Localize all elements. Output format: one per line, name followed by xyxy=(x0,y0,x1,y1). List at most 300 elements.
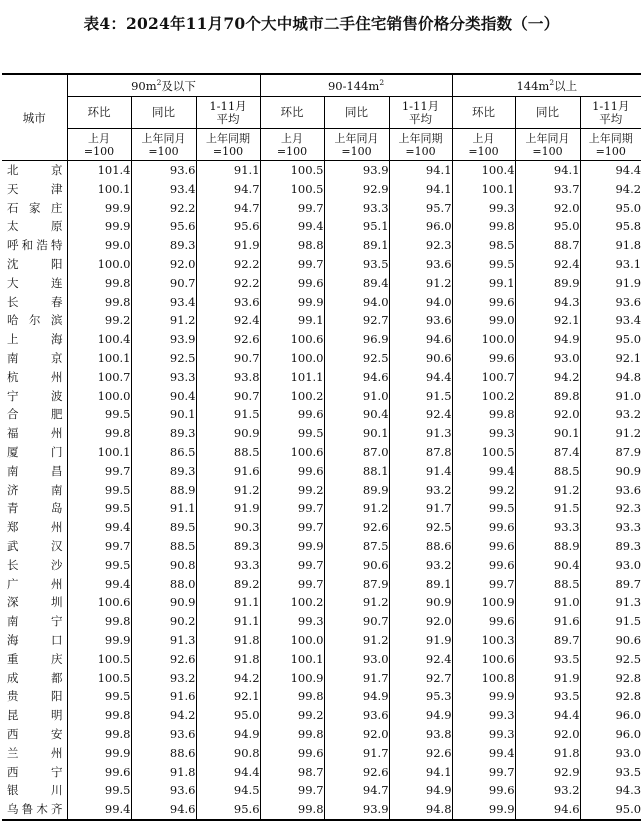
table-row xyxy=(2,424,641,443)
index-value: 99.7 xyxy=(260,781,324,800)
table-row xyxy=(2,236,641,255)
city-name: 银川 xyxy=(7,783,63,798)
index-value: 88.5 xyxy=(196,443,260,462)
index-value: 99.3 xyxy=(452,706,515,725)
city-name: 太原 xyxy=(7,219,63,234)
city-name: 济南 xyxy=(7,482,63,497)
index-value: 99.8 xyxy=(260,800,324,820)
index-value: 100.1 xyxy=(67,180,131,199)
index-value: 93.6 xyxy=(580,293,641,312)
city-name: 乌鲁木齐 xyxy=(2,800,67,820)
index-value: 93.2 xyxy=(515,781,580,800)
index-value: 90.7 xyxy=(324,612,389,631)
city-name: 西安 xyxy=(7,726,63,741)
index-value: 100.7 xyxy=(452,368,515,387)
index-value: 89.1 xyxy=(389,575,452,594)
index-value: 91.8 xyxy=(196,631,260,650)
table-row xyxy=(2,556,641,575)
index-value: 99.5 xyxy=(67,687,131,706)
table-row xyxy=(2,274,641,293)
index-value: 92.0 xyxy=(515,199,580,218)
index-value: 88.6 xyxy=(389,537,452,556)
index-value: 100.1 xyxy=(67,349,131,368)
index-value: 101.1 xyxy=(260,368,324,387)
index-value: 89.3 xyxy=(196,537,260,556)
index-value: 92.6 xyxy=(131,650,196,669)
table-row xyxy=(2,180,641,199)
index-value: 93.6 xyxy=(324,706,389,725)
index-value: 92.4 xyxy=(515,255,580,274)
index-value: 92.5 xyxy=(324,349,389,368)
index-value: 99.0 xyxy=(452,311,515,330)
city-name: 重庆 xyxy=(7,651,63,666)
index-value: 95.0 xyxy=(515,217,580,236)
index-value: 93.5 xyxy=(324,255,389,274)
index-value: 99.4 xyxy=(260,217,324,236)
index-value: 92.7 xyxy=(389,669,452,688)
table-row xyxy=(2,255,641,274)
index-value: 99.2 xyxy=(452,481,515,500)
index-value: 94.8 xyxy=(389,800,452,820)
index-value: 99.6 xyxy=(452,781,515,800)
city-name: 呼和浩特 xyxy=(7,238,63,253)
index-value: 94.7 xyxy=(196,199,260,218)
header-row-metrics xyxy=(2,97,641,129)
index-value: 88.0 xyxy=(131,575,196,594)
index-value: 91.9 xyxy=(196,499,260,518)
index-value: 92.6 xyxy=(389,744,452,763)
index-value: 92.2 xyxy=(196,255,260,274)
index-value: 92.8 xyxy=(580,687,641,706)
base-header-avg: 上年同期 =100 xyxy=(389,129,452,161)
index-value: 94.9 xyxy=(196,725,260,744)
table-row xyxy=(2,330,641,349)
index-value: 100.4 xyxy=(67,330,131,349)
index-value: 92.9 xyxy=(515,763,580,782)
index-value: 92.1 xyxy=(515,311,580,330)
index-value: 99.7 xyxy=(260,499,324,518)
index-value: 91.7 xyxy=(324,744,389,763)
index-value: 98.5 xyxy=(452,236,515,255)
index-value: 99.8 xyxy=(67,274,131,293)
index-value: 94.0 xyxy=(389,293,452,312)
city-name: 长春 xyxy=(7,294,63,309)
table-row xyxy=(2,763,641,782)
index-value: 90.9 xyxy=(389,593,452,612)
index-value: 90.4 xyxy=(515,556,580,575)
metric-header-mom: 环比 xyxy=(260,97,324,129)
metric-header-avg: 1-11月 平均 xyxy=(580,97,641,129)
index-value: 99.7 xyxy=(67,537,131,556)
index-value: 89.1 xyxy=(324,236,389,255)
index-value: 91.8 xyxy=(580,236,641,255)
index-value: 99.5 xyxy=(452,255,515,274)
index-value: 91.5 xyxy=(196,405,260,424)
city-name: 西宁 xyxy=(7,764,63,779)
index-value: 94.4 xyxy=(580,161,641,180)
index-value: 90.7 xyxy=(196,387,260,406)
index-value: 93.6 xyxy=(389,311,452,330)
index-value: 99.8 xyxy=(452,405,515,424)
index-value: 94.6 xyxy=(324,368,389,387)
index-value: 92.3 xyxy=(389,236,452,255)
index-value: 89.3 xyxy=(131,236,196,255)
city-name: 南京 xyxy=(7,350,63,365)
base-header-yoy: 上年同月 =100 xyxy=(324,129,389,161)
index-value: 90.9 xyxy=(131,593,196,612)
table-row xyxy=(2,669,641,688)
index-value: 89.3 xyxy=(131,424,196,443)
index-value: 93.5 xyxy=(580,763,641,782)
index-value: 99.5 xyxy=(67,499,131,518)
index-value: 94.2 xyxy=(131,706,196,725)
index-value: 94.6 xyxy=(389,330,452,349)
index-value: 100.2 xyxy=(260,387,324,406)
index-value: 99.7 xyxy=(260,199,324,218)
index-value: 94.9 xyxy=(389,706,452,725)
index-value: 99.9 xyxy=(452,687,515,706)
index-value: 95.8 xyxy=(580,217,641,236)
index-value: 91.5 xyxy=(580,612,641,631)
index-value: 93.0 xyxy=(580,556,641,575)
index-value: 89.3 xyxy=(580,537,641,556)
index-value: 99.8 xyxy=(67,612,131,631)
index-value: 94.4 xyxy=(515,706,580,725)
table-row xyxy=(2,349,641,368)
index-value: 99.8 xyxy=(67,706,131,725)
index-value: 99.9 xyxy=(260,293,324,312)
index-value: 87.0 xyxy=(324,443,389,462)
index-value: 99.2 xyxy=(67,311,131,330)
index-value: 87.8 xyxy=(389,443,452,462)
index-value: 91.6 xyxy=(131,687,196,706)
index-value: 92.6 xyxy=(324,763,389,782)
city-name: 成都 xyxy=(7,670,63,685)
index-value: 99.3 xyxy=(452,424,515,443)
index-value: 92.4 xyxy=(389,650,452,669)
index-value: 89.9 xyxy=(324,481,389,500)
index-value: 91.6 xyxy=(515,612,580,631)
index-value: 91.1 xyxy=(196,612,260,631)
index-value: 92.6 xyxy=(324,518,389,537)
index-value: 99.7 xyxy=(260,556,324,575)
index-value: 94.6 xyxy=(515,800,580,820)
metric-header-mom: 环比 xyxy=(452,97,515,129)
index-value: 93.5 xyxy=(515,687,580,706)
index-value: 91.2 xyxy=(196,481,260,500)
index-value: 94.3 xyxy=(580,781,641,800)
index-value: 99.6 xyxy=(67,763,131,782)
index-value: 91.3 xyxy=(580,593,641,612)
index-value: 93.2 xyxy=(580,405,641,424)
index-value: 99.4 xyxy=(67,518,131,537)
index-value: 100.7 xyxy=(67,368,131,387)
index-value: 100.5 xyxy=(67,650,131,669)
city-name: 上海 xyxy=(7,332,63,347)
index-value: 94.8 xyxy=(580,368,641,387)
index-value: 90.7 xyxy=(131,274,196,293)
index-value: 94.9 xyxy=(389,781,452,800)
index-value: 92.4 xyxy=(389,405,452,424)
table-row xyxy=(2,499,641,518)
index-value: 100.1 xyxy=(452,180,515,199)
index-value: 92.7 xyxy=(324,311,389,330)
index-value: 88.9 xyxy=(515,537,580,556)
index-value: 91.5 xyxy=(389,387,452,406)
index-value: 100.6 xyxy=(260,330,324,349)
table-row xyxy=(2,368,641,387)
index-value: 92.6 xyxy=(196,330,260,349)
index-value: 94.2 xyxy=(580,180,641,199)
index-value: 100.6 xyxy=(67,593,131,612)
index-value: 93.4 xyxy=(580,311,641,330)
table-row xyxy=(2,725,641,744)
index-value: 100.0 xyxy=(260,349,324,368)
table-row xyxy=(2,612,641,631)
index-value: 99.2 xyxy=(260,481,324,500)
table-row xyxy=(2,481,641,500)
index-value: 91.2 xyxy=(580,424,641,443)
index-value: 89.2 xyxy=(196,575,260,594)
index-value: 91.0 xyxy=(580,387,641,406)
index-value: 95.0 xyxy=(580,800,641,820)
index-value: 99.6 xyxy=(260,274,324,293)
index-value: 99.4 xyxy=(452,462,515,481)
index-value: 100.0 xyxy=(452,330,515,349)
index-value: 92.1 xyxy=(196,687,260,706)
index-value: 93.6 xyxy=(196,293,260,312)
index-value: 87.4 xyxy=(515,443,580,462)
index-value: 99.5 xyxy=(67,556,131,575)
index-value: 93.4 xyxy=(131,293,196,312)
index-value: 90.1 xyxy=(131,405,196,424)
index-value: 93.6 xyxy=(131,161,196,180)
table-row xyxy=(2,650,641,669)
index-value: 99.5 xyxy=(67,405,131,424)
index-value: 95.3 xyxy=(389,687,452,706)
index-value: 86.5 xyxy=(131,443,196,462)
city-name: 青岛 xyxy=(7,501,63,516)
index-value: 98.7 xyxy=(260,763,324,782)
index-value: 99.6 xyxy=(452,537,515,556)
index-value: 99.7 xyxy=(452,575,515,594)
index-value: 99.4 xyxy=(67,575,131,594)
index-value: 93.1 xyxy=(580,255,641,274)
base-header-avg: 上年同期 =100 xyxy=(196,129,260,161)
index-value: 93.4 xyxy=(131,180,196,199)
index-value: 91.1 xyxy=(131,499,196,518)
city-name: 福州 xyxy=(7,426,63,441)
index-value: 95.0 xyxy=(580,330,641,349)
index-value: 94.4 xyxy=(389,368,452,387)
index-value: 87.9 xyxy=(580,443,641,462)
index-value: 93.2 xyxy=(389,481,452,500)
index-value: 91.2 xyxy=(515,481,580,500)
index-value: 100.5 xyxy=(260,180,324,199)
table-row xyxy=(2,217,641,236)
index-value: 91.3 xyxy=(389,424,452,443)
index-value: 89.8 xyxy=(515,387,580,406)
index-value: 90.4 xyxy=(324,405,389,424)
group-header-small: $90m^2$及以下 xyxy=(67,74,260,97)
index-value: 90.6 xyxy=(389,349,452,368)
index-value: 91.6 xyxy=(196,462,260,481)
index-value: 99.8 xyxy=(67,725,131,744)
index-value: 92.5 xyxy=(389,518,452,537)
index-value: 91.9 xyxy=(196,236,260,255)
table-row xyxy=(2,387,641,406)
metric-header-avg: 1-11月 平均 xyxy=(389,97,452,129)
index-value: 92.0 xyxy=(515,405,580,424)
city-name: 沈阳 xyxy=(7,256,63,271)
index-value: 92.0 xyxy=(389,612,452,631)
index-value: 99.5 xyxy=(67,781,131,800)
city-name: 昆明 xyxy=(7,708,63,723)
price-index-table xyxy=(2,73,641,821)
index-value: 99.9 xyxy=(67,631,131,650)
index-value: 93.3 xyxy=(515,518,580,537)
index-value: 99.6 xyxy=(452,518,515,537)
index-value: 95.7 xyxy=(389,199,452,218)
table-row xyxy=(2,800,641,820)
index-value: 91.2 xyxy=(324,499,389,518)
city-column-header: 城市 xyxy=(2,74,67,161)
index-value: 90.9 xyxy=(580,462,641,481)
base-header-avg: 上年同期 =100 xyxy=(580,129,641,161)
city-name: 郑州 xyxy=(7,520,63,535)
index-value: 101.4 xyxy=(67,161,131,180)
index-value: 100.6 xyxy=(452,650,515,669)
city-name: 贵阳 xyxy=(7,689,63,704)
index-value: 91.8 xyxy=(131,763,196,782)
city-name: 兰州 xyxy=(7,745,63,760)
index-value: 93.6 xyxy=(389,255,452,274)
index-value: 92.9 xyxy=(324,180,389,199)
index-value: 95.1 xyxy=(324,217,389,236)
index-value: 90.8 xyxy=(196,744,260,763)
index-value: 99.7 xyxy=(260,575,324,594)
table-row xyxy=(2,161,641,180)
index-value: 99.3 xyxy=(452,725,515,744)
index-value: 100.3 xyxy=(452,631,515,650)
city-name: 北京 xyxy=(7,163,63,177)
table-row xyxy=(2,687,641,706)
index-value: 89.9 xyxy=(515,274,580,293)
index-value: 100.1 xyxy=(260,650,324,669)
index-value: 93.3 xyxy=(580,518,641,537)
index-value: 99.2 xyxy=(260,706,324,725)
index-value: 93.6 xyxy=(131,725,196,744)
metric-header-yoy: 同比 xyxy=(515,97,580,129)
index-value: 99.7 xyxy=(67,462,131,481)
index-value: 95.0 xyxy=(196,706,260,725)
index-value: 93.0 xyxy=(515,349,580,368)
index-value: 94.9 xyxy=(324,687,389,706)
index-value: 92.8 xyxy=(580,669,641,688)
index-value: 91.1 xyxy=(196,161,260,180)
index-value: 92.5 xyxy=(131,349,196,368)
table-row xyxy=(2,462,641,481)
index-value: 100.5 xyxy=(67,669,131,688)
index-value: 99.0 xyxy=(67,236,131,255)
city-name: 石家庄 xyxy=(7,200,63,215)
index-value: 93.9 xyxy=(324,800,389,820)
index-value: 90.6 xyxy=(580,631,641,650)
index-value: 99.8 xyxy=(260,687,324,706)
city-name: 宁波 xyxy=(7,388,63,403)
metric-header-avg: 1-11月 平均 xyxy=(196,97,260,129)
index-value: 93.8 xyxy=(196,368,260,387)
table-row xyxy=(2,199,641,218)
index-value: 94.7 xyxy=(324,781,389,800)
index-value: 93.0 xyxy=(324,650,389,669)
table-row xyxy=(2,405,641,424)
index-value: 93.3 xyxy=(324,199,389,218)
index-value: 87.9 xyxy=(324,575,389,594)
index-value: 99.9 xyxy=(67,744,131,763)
header-row-base xyxy=(2,129,641,161)
index-value: 93.3 xyxy=(131,368,196,387)
index-value: 94.1 xyxy=(515,161,580,180)
index-value: 99.6 xyxy=(452,556,515,575)
index-value: 99.3 xyxy=(452,199,515,218)
city-name: 南昌 xyxy=(7,463,63,478)
index-value: 92.0 xyxy=(324,725,389,744)
index-value: 99.9 xyxy=(452,800,515,820)
index-value: 100.2 xyxy=(452,387,515,406)
index-value: 91.8 xyxy=(515,744,580,763)
index-value: 100.5 xyxy=(260,161,324,180)
base-header-mom: 上月 =100 xyxy=(452,129,515,161)
index-value: 100.6 xyxy=(260,443,324,462)
index-value: 96.0 xyxy=(580,725,641,744)
index-value: 88.6 xyxy=(131,744,196,763)
index-value: 91.7 xyxy=(389,499,452,518)
index-value: 91.9 xyxy=(389,631,452,650)
index-value: 88.1 xyxy=(324,462,389,481)
city-name: 杭州 xyxy=(7,369,63,384)
base-header-yoy: 上年同月 =100 xyxy=(515,129,580,161)
table-row xyxy=(2,537,641,556)
group-header-large: $144m^2$以上 xyxy=(452,74,641,97)
index-value: 93.5 xyxy=(515,650,580,669)
index-value: 88.5 xyxy=(131,537,196,556)
index-value: 91.9 xyxy=(580,274,641,293)
index-value: 87.5 xyxy=(324,537,389,556)
index-value: 96.0 xyxy=(580,706,641,725)
index-value: 91.2 xyxy=(389,274,452,293)
index-value: 91.8 xyxy=(196,650,260,669)
metric-header-mom: 环比 xyxy=(67,97,131,129)
index-value: 89.4 xyxy=(324,274,389,293)
index-value: 93.9 xyxy=(131,330,196,349)
index-value: 93.8 xyxy=(389,725,452,744)
index-value: 94.5 xyxy=(196,781,260,800)
index-value: 94.0 xyxy=(324,293,389,312)
index-value: 91.0 xyxy=(324,387,389,406)
index-value: 98.8 xyxy=(260,236,324,255)
index-value: 92.0 xyxy=(515,725,580,744)
index-value: 99.1 xyxy=(260,311,324,330)
index-value: 94.1 xyxy=(389,763,452,782)
base-header-mom: 上月 =100 xyxy=(67,129,131,161)
index-value: 94.2 xyxy=(515,368,580,387)
city-name: 厦门 xyxy=(7,444,63,459)
index-value: 100.8 xyxy=(452,669,515,688)
index-value: 90.3 xyxy=(196,518,260,537)
table-row xyxy=(2,706,641,725)
index-value: 99.8 xyxy=(67,293,131,312)
